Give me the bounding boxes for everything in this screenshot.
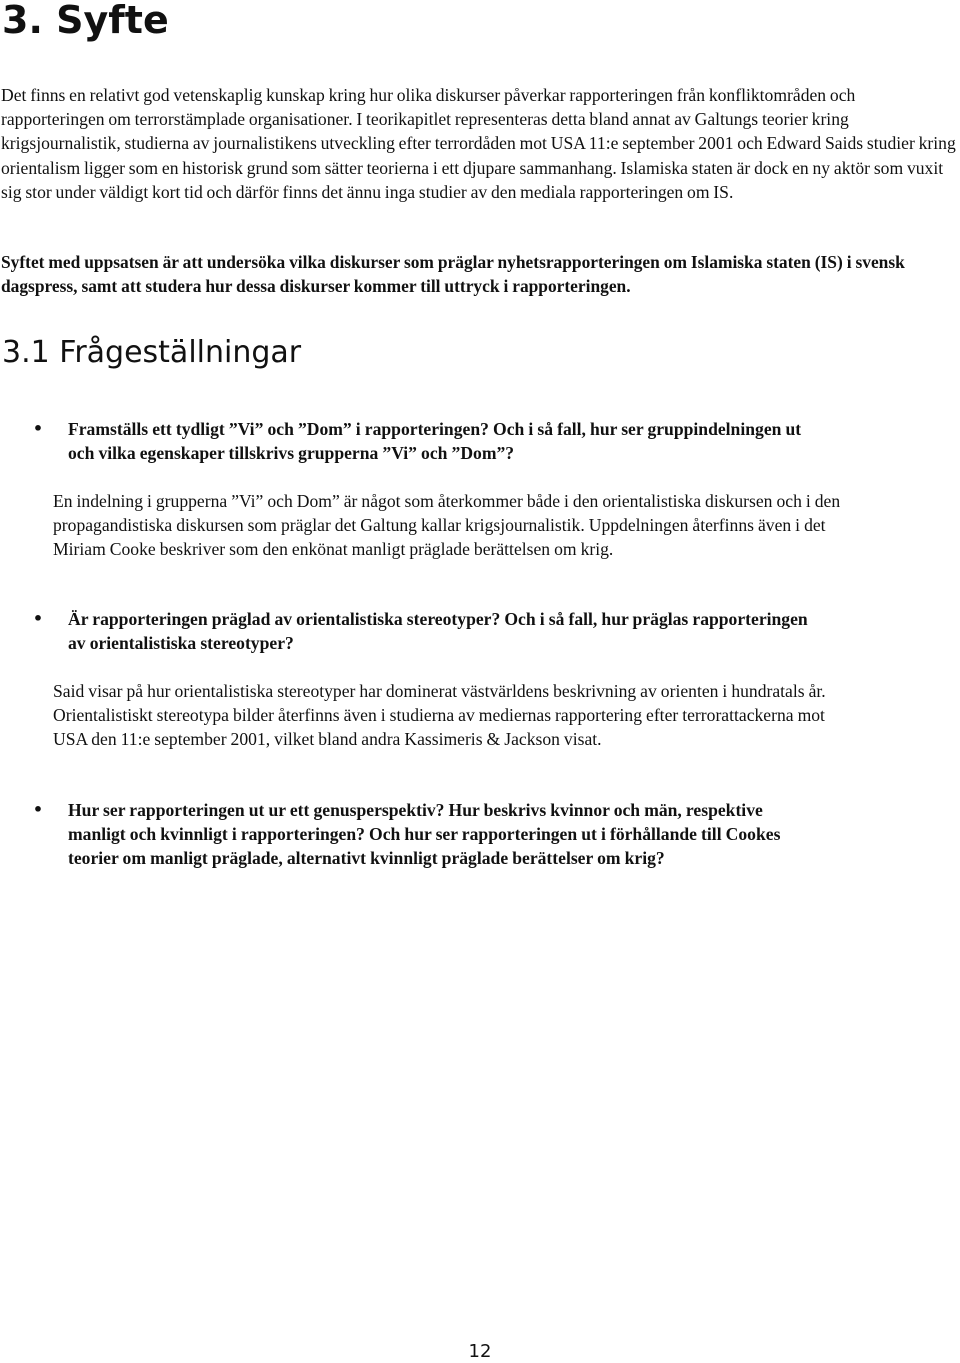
research-question-2: Är rapporteringen präglad av orientalistiska stereotyper? Och i så fall, hur präglas rapporteringen av orientalistiska stereotyper? — [68, 609, 808, 654]
bullet-icon: • — [32, 800, 44, 819]
question-2-discussion: Said visar på hur orientalistiska stereotyper har dominerat västvärldens beskrivning av orienten i hundratals år. Orientalistiskt stereotypa bilder återfinns även i studierna av mediernas rapportering efter terrorattackerna mot USA den 11:e september 2001, vilket bland andra Kassimeris & Jackson visat. — [53, 681, 826, 750]
page-number: 12 — [468, 1341, 492, 1362]
section-heading: 3. Syfte — [2, 0, 169, 42]
research-question-1: Framställs ett tydligt ”Vi” och ”Dom” i rapporteringen? Och i så fall, hur ser gruppindelningen ut och vilka egenskaper tillskrivs grupperna ”Vi” och ”Dom”? — [68, 419, 802, 464]
intro-paragraph: Det finns en relativt god vetenskaplig kunskap kring hur olika diskurser påverkar rapporteringen från konfliktområden och rapporteringen om terrorstämplade organisationer. I teorikapitlet representeras detta bland annat av Galtungs teorier kring krigsjournalistik, studierna av journalistikens utveckling efter terrordåden mot USA 11:e september 2001 och Edward Saids studier kring orientalism ligger som en historisk grund som sätter teorierna i ett djupare sammanhang. Islamiska staten är dock en ny aktör som vuxit sig stor under väldigt kort tid och därför finns det ännu inga studier av den mediala rapporteringen om IS. — [1, 85, 956, 202]
question-1-discussion: En indelning i grupperna ”Vi” och Dom” är något som återkommer både i den orientalistiska diskursen och i den propagandistiska diskursen som präglar det Galtung kallar krigsjournalistik. Uppdelningen återfinns även i det Miriam Cooke beskriver som den enkönat manligt präglade berättelsen om krig. — [53, 491, 841, 560]
research-question-3: Hur ser rapporteringen ut ur ett genusperspektiv? Hur beskrivs kvinnor och män, respektive manligt och kvinnligt i rapporteringen? Och hur ser rapporteringen ut i förhållande till Cookes teorier om manligt präglade, alternativt kvinnligt präglade berättelser om krig? — [68, 800, 781, 869]
bullet-icon: • — [32, 609, 44, 628]
subsection-heading: 3.1 Frågeställningar — [2, 335, 302, 370]
purpose-statement: Syftet med uppsatsen är att undersöka vilka diskurser som präglar nyhetsrapporteringen om Islamiska staten (IS) i svensk dagspress, samt att studera hur dessa diskurser kommer till uttryck i rapporteringen. — [1, 252, 905, 296]
bullet-icon: • — [32, 419, 44, 438]
